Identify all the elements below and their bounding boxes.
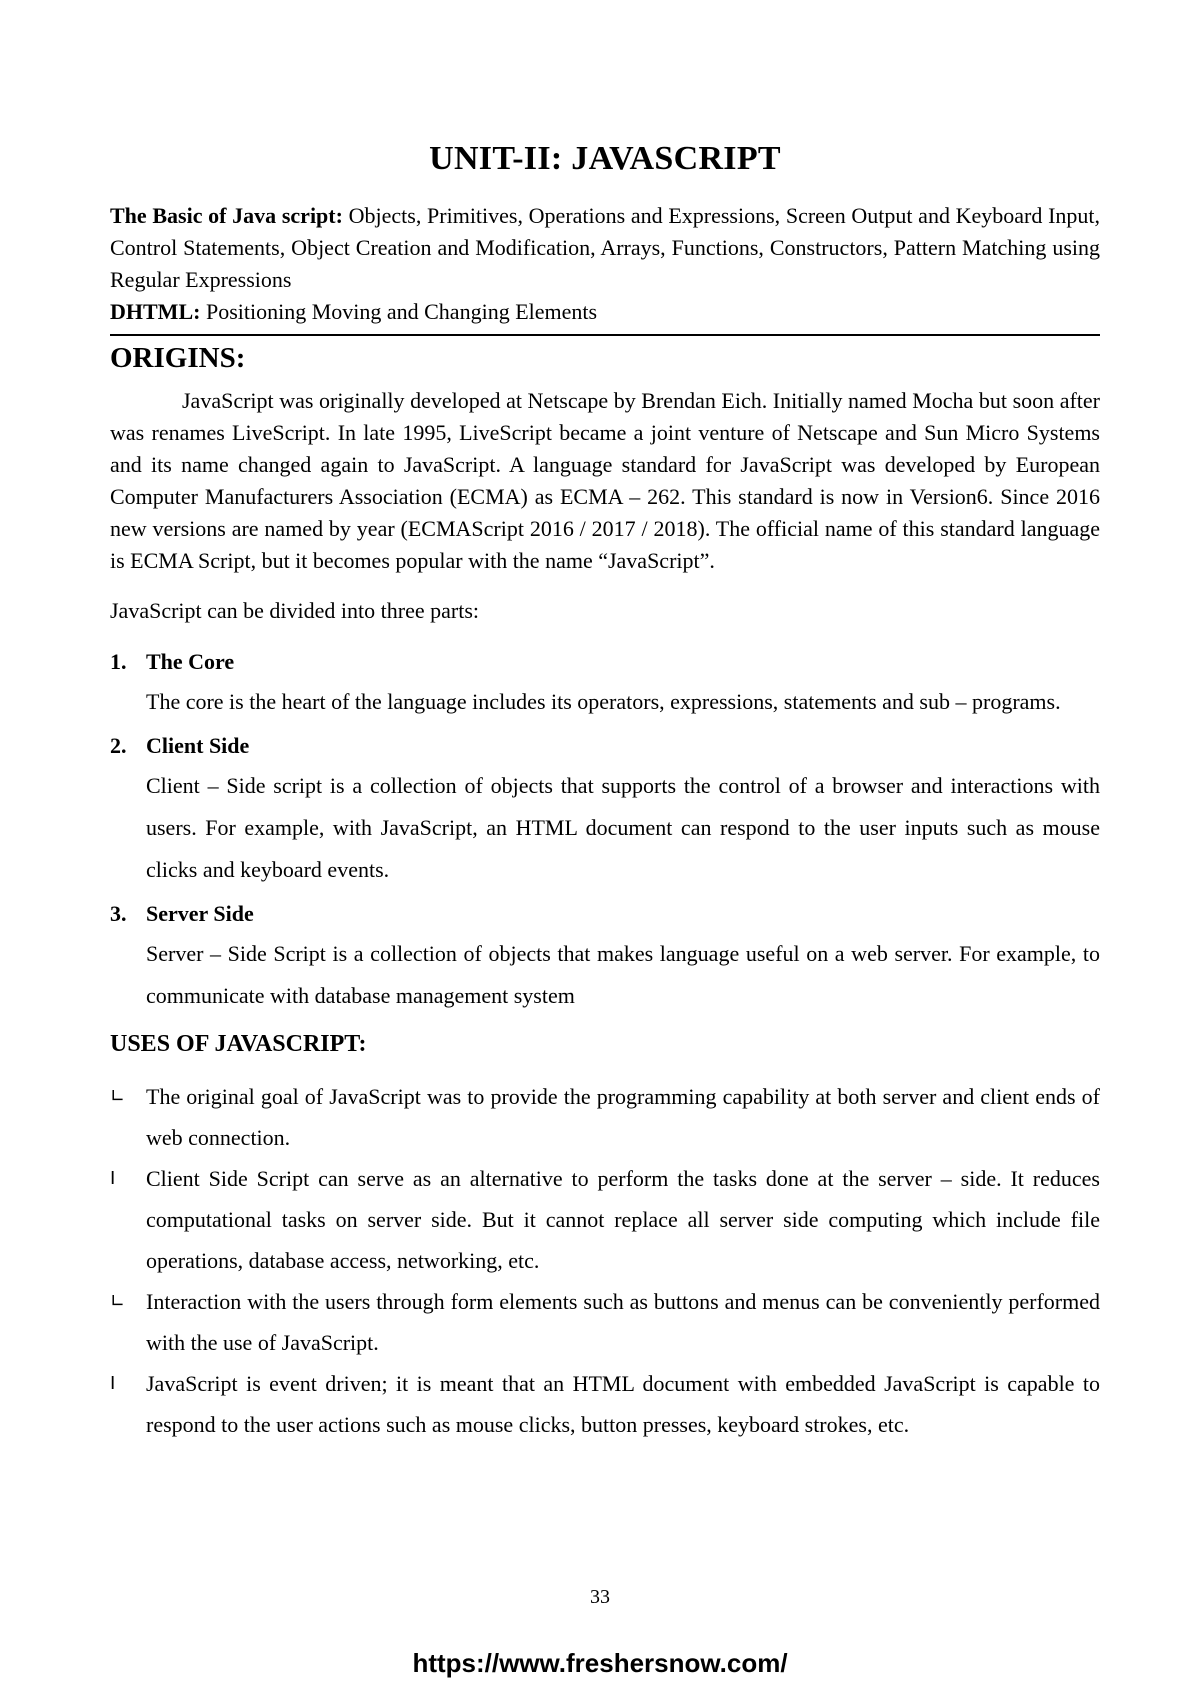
use-text: The original goal of JavaScript was to provide the programming capability at both server and client ends of web connection. — [146, 1084, 1100, 1150]
part-description: Client – Side script is a collection of objects that supports the control of a browser and interactions with users. For example, with JavaScript, an HTML document can respond to the user inputs such as mouse clicks and keyboard events. — [146, 773, 1100, 882]
bullet-icon: I — [110, 1373, 116, 1394]
section-divider — [110, 334, 1100, 336]
list-item — [110, 1363, 1100, 1445]
document-page — [110, 140, 1100, 1445]
syllabus-dhtml-label: DHTML: — [110, 299, 201, 324]
part-heading — [110, 643, 1100, 681]
page-title: UNIT-II: JAVASCRIPT — [429, 140, 781, 177]
part-number: 3. — [110, 901, 127, 926]
list-item — [110, 895, 1100, 1017]
syllabus-basic-label: The Basic of Java script: — [110, 203, 343, 228]
part-heading — [110, 727, 1100, 765]
footer-link[interactable]: https://www.freshersnow.com/ — [412, 1648, 788, 1678]
part-description: Server – Side Script is a collection of objects that makes language useful on a web server. For example, to communicate with database management system — [146, 941, 1100, 1008]
bullet-icon: I — [110, 1168, 116, 1189]
use-text: JavaScript is event driven; it is meant that an HTML document with embedded JavaScript is capable to respond to the user actions such as mouse clicks, button presses, keyboard strokes, etc. — [146, 1371, 1100, 1437]
part-title: Client Side — [146, 733, 250, 758]
list-item — [110, 1281, 1100, 1363]
bullet-icon: ∟ — [110, 1291, 126, 1312]
syllabus-basic-text: Objects, Primitives, Operations and Expressions, Screen Output and Keyboard Input, Control Statements, Object Creation and Modification, Arrays, Functions, Constructors, Pattern Matching using Regular Expressions — [110, 203, 1101, 292]
syllabus-dhtml-text: Positioning Moving and Changing Elements — [200, 299, 598, 324]
parts-intro: JavaScript can be divided into three parts: — [110, 598, 479, 623]
origins-heading: ORIGINS: — [110, 342, 246, 374]
syllabus-basic — [110, 200, 1100, 296]
use-text: Interaction with the users through form elements such as buttons and menus can be conveniently performed with the use of JavaScript. — [146, 1289, 1100, 1355]
parts-list — [110, 643, 1100, 1017]
part-heading — [110, 895, 1100, 933]
part-title: The Core — [146, 649, 235, 674]
part-title: Server Side — [146, 901, 254, 926]
use-text: Client Side Script can serve as an alternative to perform the tasks done at the server – side. It reduces computational tasks on server side. But it cannot replace all server side computing which include file operations, database access, networking, etc. — [146, 1166, 1100, 1273]
list-item — [110, 727, 1100, 891]
uses-heading: USES OF JAVASCRIPT: — [110, 1031, 367, 1057]
origins-paragraph: JavaScript was originally developed at Netscape by Brendan Eich. Initially named Mocha but soon after was renames LiveScript. In late 1995, LiveScript became a joint venture of Netscape and Sun Micro Systems and its name changed again to JavaScript. A language standard for JavaScript was developed by European Computer Manufacturers Association (ECMA) as ECMA – 262. This standard is now in Version6. Since 2016 new versions are named by year (ECMAScript 2016 / 2017 / 2018). The official name of this standard language is ECMA Script, but it becomes popular with the name “JavaScript”. — [110, 388, 1100, 573]
page-number: 33 — [590, 1586, 610, 1608]
list-item — [110, 1158, 1100, 1281]
bullet-icon: ∟ — [110, 1086, 126, 1107]
part-number: 2. — [110, 733, 127, 758]
list-item — [110, 1076, 1100, 1158]
uses-list — [110, 1076, 1100, 1445]
part-number: 1. — [110, 649, 127, 674]
syllabus-dhtml — [110, 296, 1100, 328]
syllabus-block — [110, 200, 1100, 328]
part-description: The core is the heart of the language includes its operators, expressions, statements and sub – programs. — [146, 689, 1061, 714]
list-item — [110, 643, 1100, 723]
